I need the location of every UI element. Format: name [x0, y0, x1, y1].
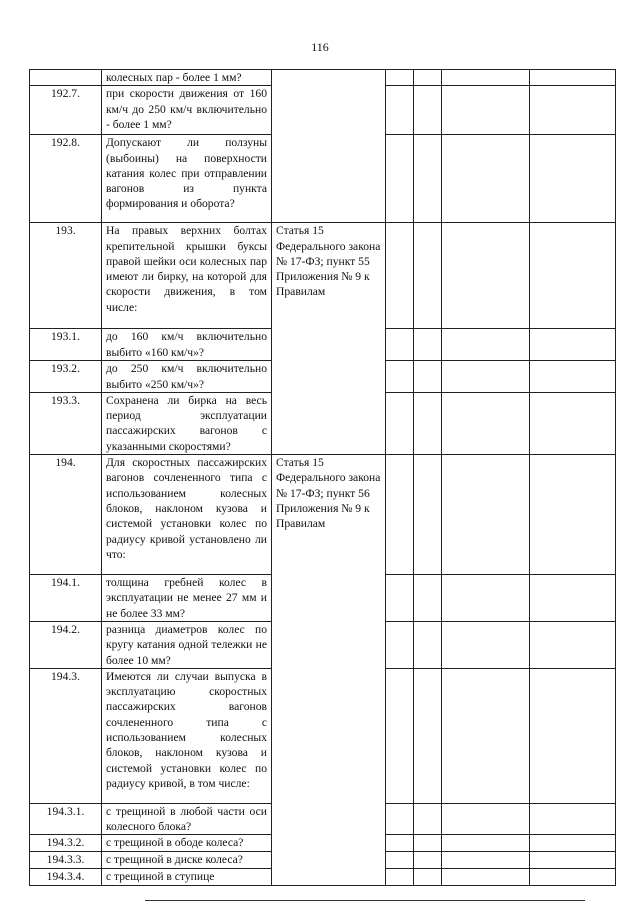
answer-no-cell	[414, 392, 442, 454]
answer-no-cell	[414, 621, 442, 668]
item-question: Допускают ли ползуны (выбоины) на поверхности катания колес при отправлении вагонов из пункта формирования и оборота?	[102, 135, 272, 223]
notes-cell	[530, 70, 616, 86]
answer-no-cell	[414, 835, 442, 852]
item-number: 193.2.	[30, 361, 102, 393]
notes-cell	[530, 835, 616, 852]
answer-na-cell	[442, 455, 530, 575]
item-number	[30, 70, 102, 86]
answer-no-cell	[414, 455, 442, 575]
answer-no-cell	[414, 361, 442, 393]
answer-na-cell	[442, 803, 530, 835]
item-number: 194.1.	[30, 575, 102, 622]
item-question: с трещиной в любой части оси колесного блока?	[102, 803, 272, 835]
answer-na-cell	[442, 575, 530, 622]
answer-no-cell	[414, 70, 442, 86]
item-question: с трещиной в диске колеса?	[102, 852, 272, 869]
notes-cell	[530, 668, 616, 803]
answer-yes-cell	[386, 869, 414, 886]
item-question: до 160 км/ч включительно выбито «160 км/ч»?	[102, 329, 272, 361]
answer-na-cell	[442, 329, 530, 361]
legal-reference: Статья 15 Федерального закона № 17-ФЗ; пункт 56 Приложения № 9 к Правилам	[272, 455, 386, 886]
answer-yes-cell	[386, 223, 414, 329]
answer-no-cell	[414, 852, 442, 869]
item-question: Имеются ли случаи выпуска в эксплуатацию скоростных пассажирских вагонов сочлененного типа с использованием колесных блоков, наклоном кузова и системой установки колес по радиусу кривой, в том числе:	[102, 668, 272, 803]
item-number: 193.3.	[30, 392, 102, 454]
item-question: с трещиной в ступице	[102, 869, 272, 886]
answer-yes-cell	[386, 852, 414, 869]
legal-reference: Статья 15 Федерального закона № 17-ФЗ; пункт 55 Приложения № 9 к Правилам	[272, 223, 386, 455]
answer-na-cell	[442, 392, 530, 454]
answer-yes-cell	[386, 575, 414, 622]
answer-na-cell	[442, 86, 530, 135]
legal-reference-cell	[272, 70, 386, 223]
item-question: толщина гребней колес в эксплуатации не менее 27 мм и не более 33 мм?	[102, 575, 272, 622]
checklist-table	[29, 69, 616, 886]
item-number: 194.3.4.	[30, 869, 102, 886]
item-question: колесных пар - более 1 мм?	[102, 70, 272, 86]
item-number: 194.	[30, 455, 102, 575]
answer-na-cell	[442, 869, 530, 886]
item-number: 194.3.3.	[30, 852, 102, 869]
item-question: Для скоростных пассажирских вагонов сочлененного типа с использованием колесных блоков, наклоном кузова и системой установки колес по радиусу кривой установлено ли что:	[102, 455, 272, 575]
notes-cell	[530, 223, 616, 329]
page-number: 116	[311, 40, 329, 54]
answer-na-cell	[442, 135, 530, 223]
table-row	[30, 223, 616, 329]
notes-cell	[530, 361, 616, 393]
table-row	[30, 70, 616, 86]
answer-no-cell	[414, 668, 442, 803]
notes-cell	[530, 86, 616, 135]
notes-cell	[530, 575, 616, 622]
item-question: На правых верхних болтах крепительной крышки буксы правой шейки оси колесных пар имеют ли бирку, на которой для скорости движения, в том числе:	[102, 223, 272, 329]
item-number: 192.8.	[30, 135, 102, 223]
notes-cell	[530, 621, 616, 668]
answer-yes-cell	[386, 135, 414, 223]
item-question: до 250 км/ч включительно выбито «250 км/ч»?	[102, 361, 272, 393]
answer-no-cell	[414, 329, 442, 361]
answer-yes-cell	[386, 668, 414, 803]
item-question: с трещиной в ободе колеса?	[102, 835, 272, 852]
answer-na-cell	[442, 361, 530, 393]
table-row	[30, 455, 616, 575]
item-number: 193.1.	[30, 329, 102, 361]
answer-no-cell	[414, 223, 442, 329]
answer-yes-cell	[386, 329, 414, 361]
item-number: 194.3.2.	[30, 835, 102, 852]
item-question: Сохранена ли бирка на весь период эксплуатации пассажирских вагонов с указанными скоростями?	[102, 392, 272, 454]
answer-na-cell	[442, 621, 530, 668]
item-number: 193.	[30, 223, 102, 329]
answer-na-cell	[442, 852, 530, 869]
answer-yes-cell	[386, 455, 414, 575]
answer-no-cell	[414, 86, 442, 135]
answer-yes-cell	[386, 835, 414, 852]
item-number: 192.7.	[30, 86, 102, 135]
page-bottom-rule	[145, 900, 585, 901]
item-number: 194.3.	[30, 668, 102, 803]
notes-cell	[530, 392, 616, 454]
answer-yes-cell	[386, 621, 414, 668]
item-number: 194.2.	[30, 621, 102, 668]
answer-no-cell	[414, 135, 442, 223]
answer-yes-cell	[386, 361, 414, 393]
notes-cell	[530, 869, 616, 886]
answer-na-cell	[442, 835, 530, 852]
answer-no-cell	[414, 869, 442, 886]
item-question: при скорости движения от 160 км/ч до 250 км/ч включительно - более 1 мм?	[102, 86, 272, 135]
notes-cell	[530, 455, 616, 575]
answer-na-cell	[442, 70, 530, 86]
answer-no-cell	[414, 803, 442, 835]
answer-yes-cell	[386, 392, 414, 454]
answer-no-cell	[414, 575, 442, 622]
answer-yes-cell	[386, 70, 414, 86]
notes-cell	[530, 329, 616, 361]
answer-yes-cell	[386, 86, 414, 135]
notes-cell	[530, 852, 616, 869]
notes-cell	[530, 135, 616, 223]
item-number: 194.3.1.	[30, 803, 102, 835]
answer-yes-cell	[386, 803, 414, 835]
answer-na-cell	[442, 223, 530, 329]
item-question: разница диаметров колес по кругу катания одной тележки не более 10 мм?	[102, 621, 272, 668]
notes-cell	[530, 803, 616, 835]
answer-na-cell	[442, 668, 530, 803]
